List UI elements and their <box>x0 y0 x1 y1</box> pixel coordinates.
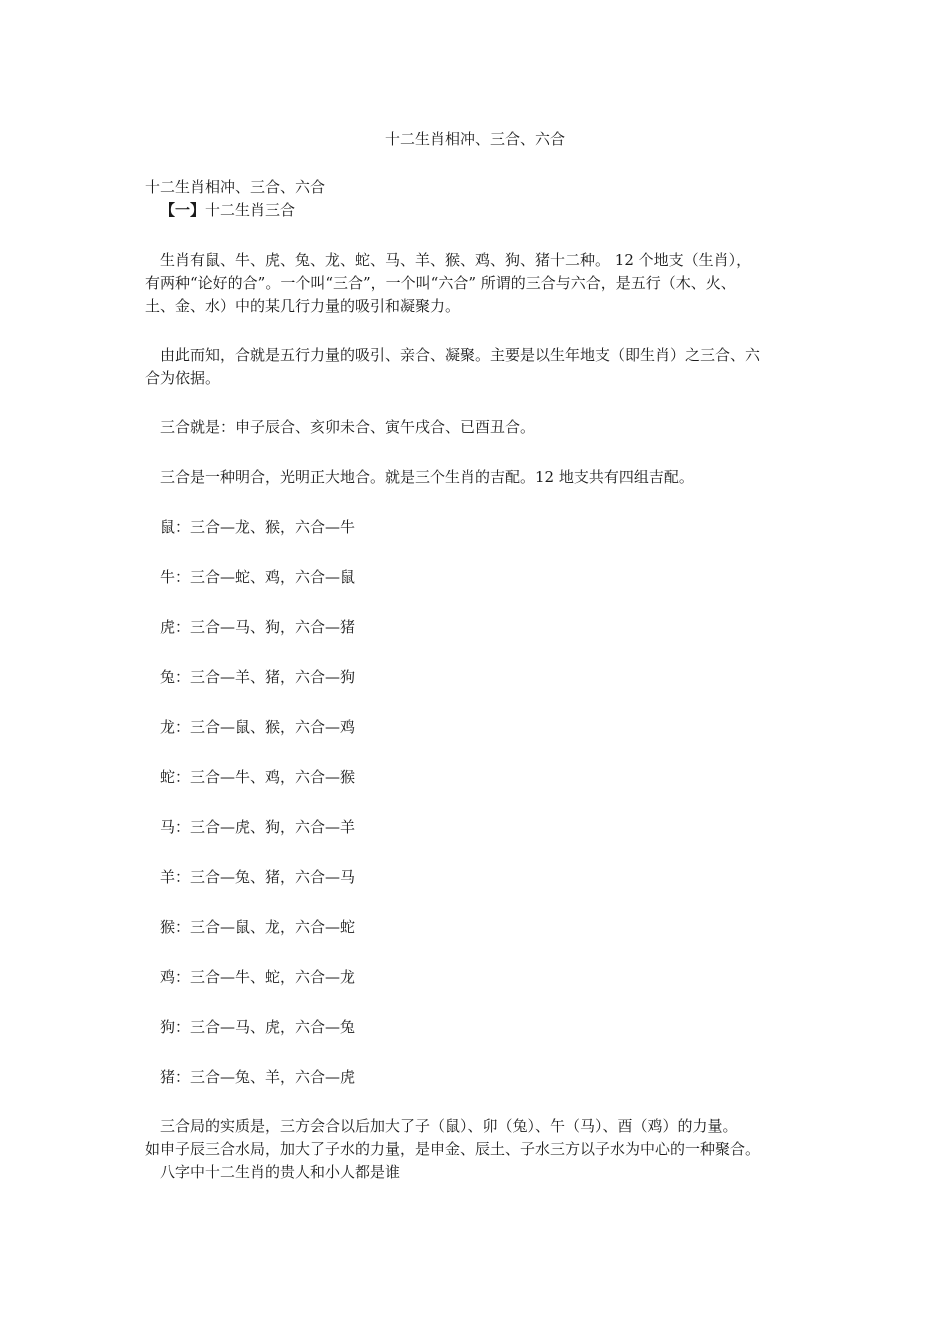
zodiac-item-horse: 马：三合—虎、狗，六合—羊 <box>160 818 356 836</box>
zodiac-item-tiger: 虎：三合—马、狗，六合—猪 <box>160 618 356 636</box>
zodiac-item-monkey: 猴：三合—鼠、龙，六合—蛇 <box>160 918 356 936</box>
section-title: 十二生肖三合 <box>205 201 296 219</box>
paragraph-line: 三合局的实质是，三方会合以后加大了子（鼠）、卯（兔）、午（马）、酉（鸡）的力量。 <box>160 1117 738 1135</box>
paragraph-line: 八字中十二生肖的贵人和小人都是谁 <box>160 1163 401 1181</box>
zodiac-item-ox: 牛：三合—蛇、鸡，六合—鼠 <box>160 568 356 586</box>
section-mark: 【一】 <box>160 201 206 219</box>
paragraph-line: 生肖有鼠、牛、虎、兔、龙、蛇、马、羊、猴、鸡、狗、猪十二种。 12 个地支（生肖）， <box>160 251 752 269</box>
zodiac-item-rat: 鼠：三合—龙、猴，六合—牛 <box>160 518 356 536</box>
zodiac-item-dragon: 龙：三合—鼠、猴，六合—鸡 <box>160 718 356 736</box>
zodiac-item-rabbit: 兔：三合—羊、猪，六合—狗 <box>160 668 356 686</box>
zodiac-item-snake: 蛇：三合—牛、鸡，六合—猴 <box>160 768 356 786</box>
paragraph-sanhe-explanation: 三合是一种明合，光明正大地合。就是三个生肖的吉配。12 地支共有四组吉配。 <box>160 468 694 486</box>
paragraph-line: 合为依据。 <box>145 369 221 387</box>
document-body <box>145 176 815 1184</box>
paragraph-meaning <box>145 344 815 390</box>
paragraph-closing <box>145 1115 815 1184</box>
zodiac-item-dog: 狗：三合—马、虎，六合—兔 <box>160 1018 356 1036</box>
zodiac-list <box>145 516 815 1089</box>
section-heading <box>145 199 815 222</box>
page-title: 十二生肖相冲、三合、六合 <box>384 130 565 148</box>
paragraph-line: 土、金、水）中的某几行力量的吸引和凝聚力。 <box>145 297 461 315</box>
intro-heading: 十二生肖相冲、三合、六合 <box>145 178 326 196</box>
paragraph-line: 有两种“论好的合”。一个叫“三合”，一个叫“六合” 所谓的三合与六合，是五行（木、火、 <box>145 274 736 292</box>
paragraph-zodiac-intro <box>145 249 815 318</box>
zodiac-item-pig: 猪：三合—兔、羊，六合—虎 <box>160 1068 356 1086</box>
zodiac-item-goat: 羊：三合—兔、猪，六合—马 <box>160 868 356 886</box>
paragraph-line: 由此而知，合就是五行力量的吸引、亲合、凝聚。主要是以生年地支（即生肖）之三合、六 <box>160 346 761 364</box>
zodiac-item-rooster: 鸡：三合—牛、蛇，六合—龙 <box>160 968 356 986</box>
paragraph-sanhe-definition: 三合就是：申子辰合、亥卯未合、寅午戌合、已酉丑合。 <box>160 418 536 436</box>
paragraph-line: 如申子辰三合水局，加大了子水的力量，是申金、辰土、子水三方以子水为中心的一种聚合。 <box>145 1140 761 1158</box>
